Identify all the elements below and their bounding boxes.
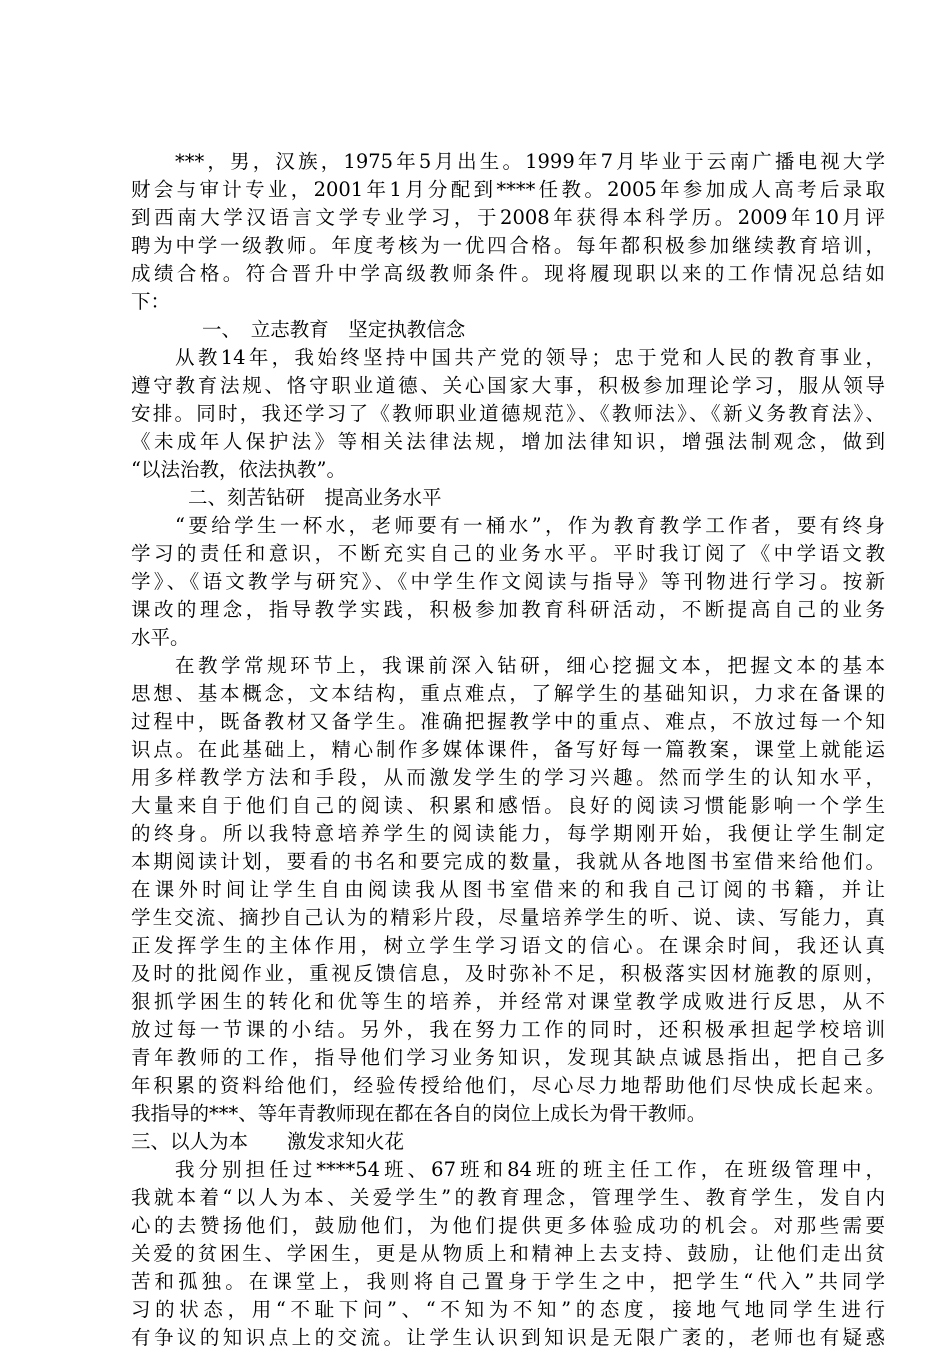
text-line: 学生交流、摘抄自己认为的精彩片段，尽量培养学生的听、说、读、写能力，真 [131, 906, 885, 929]
text-line: 在课外时间让学生自由阅读我从图书室借来的和我自己订阅的书籍，并让 [131, 878, 885, 901]
text-line: 学习的责任和意识，不断充实自己的业务水平。平时我订阅了《中学语文教 [131, 542, 885, 565]
text-line: 《未成年人保护法》等相关法律法规，增加法律知识，增强法制观念，做到 [131, 430, 885, 453]
text-line: 聘为中学一级教师。年度考核为一优四合格。每年都积极参加继续教育培训， [131, 234, 885, 257]
text-line: 关爱的贫困生、学困生，更是从物质上和精神上去支持、鼓励，让他们走出贫 [131, 1242, 885, 1265]
text-line: 正发挥学生的主体作用，树立学生学习语文的信心。在课余时间，我还认真 [131, 934, 885, 957]
text-line: 学》、《语文教学与研究》、《中学生作文阅读与指导》等刊物进行学习。按新 [131, 570, 885, 593]
text-line: 大量来自于他们自己的阅读、积累和感悟。良好的阅读习惯能影响一个学生 [131, 794, 885, 817]
text-line: 的终身。所以我特意培养学生的阅读能力，每学期刚开始，我便让学生制定 [131, 822, 885, 845]
text-line: 课改的理念，指导教学实践，积极参加教育科研活动，不断提高自己的业务 [131, 598, 885, 621]
text-line: 用多样教学方法和手段，从而激发学生的学习兴趣。然而学生的认知水平， [131, 766, 885, 789]
text-line: 年积累的资料给他们，经验传授给他们，尽心尽力地帮助他们尽快成长起来。 [131, 1074, 885, 1097]
section-heading-1: 一、 立志教育 坚定执教信念 [202, 318, 466, 341]
text-line: 识点。在此基础上，精心制作多媒体课件，备写好每一篇教案，课堂上就能运 [131, 738, 885, 761]
text-line: 下： [131, 290, 171, 313]
text-line: 我指导的***、等年青教师现在都在各自的岗位上成长为骨干教师。 [131, 1102, 707, 1125]
text-line: 在教学常规环节上，我课前深入钻研，细心挖掘文本，把握文本的基本 [175, 654, 885, 677]
text-line: 习的状态，用“不耻下问”、“不知为不知”的态度，接地气地同学生进行 [131, 1298, 885, 1321]
text-line: 我分别担任过****54班、67班和84班的班主任工作，在班级管理中， [175, 1158, 885, 1181]
text-line: 苦和孤独。在课堂上，我则将自己置身于学生之中，把学生“代入”共同学 [131, 1270, 885, 1293]
text-line: 及时的批阅作业，重视反馈信息，及时弥补不足，积极落实因材施教的原则， [131, 962, 885, 985]
text-line: “要给学生一杯水，老师要有一桶水”，作为教育教学工作者，要有终身 [175, 514, 885, 537]
text-line: 到西南大学汉语言文学专业学习，于2008年获得本科学历。2009年10月评 [131, 206, 885, 229]
text-line: ***，男，汉族，1975年5月出生。1999年7月毕业于云南广播电视大学 [175, 150, 885, 173]
text-line: 财会与审计专业，2001年1月分配到****任教。2005年参加成人高考后录取 [131, 178, 885, 201]
text-line: 过程中，既备教材又备学生。准确把握教学中的重点、难点，不放过每一个知 [131, 710, 885, 733]
text-line: 水平。 [131, 626, 190, 649]
section-heading-2: 二、刻苦钻研 提高业务水平 [188, 486, 442, 509]
text-line: 思想、基本概念，文本结构，重点难点，了解学生的基础知识，力求在备课的 [131, 682, 885, 705]
text-line: 本期阅读计划，要看的书名和要完成的数量，我就从各地图书室借来给他们。 [131, 850, 885, 873]
text-line: 成绩合格。符合晋升中学高级教师条件。现将履现职以来的工作情况总结如 [131, 262, 885, 285]
section-heading-3: 三、以人为本 激发求知火花 [131, 1130, 405, 1153]
text-line: 心的去赞扬他们，鼓励他们，为他们提供更多体验成功的机会。对那些需要 [131, 1214, 885, 1237]
text-line: 安排。同时，我还学习了《教师职业道德规范》、《教师法》、《新义务教育法》、 [131, 402, 885, 425]
text-line: 有争议的知识点上的交流。让学生认识到知识是无限广袤的，老师也有疑惑 [131, 1326, 885, 1349]
text-line: 从教14年，我始终坚持中国共产党的领导；忠于党和人民的教育事业， [175, 346, 885, 369]
text-line: 放过每一节课的小结。另外，我在努力工作的同时，还积极承担起学校培训 [131, 1018, 885, 1041]
text-line: 狠抓学困生的转化和优等生的培养，并经常对课堂教学成败进行反思，从不 [131, 990, 885, 1013]
text-line: “以法治教，依法执教”。 [131, 458, 346, 481]
text-line: 我就本着“以人为本、关爱学生”的教育理念，管理学生、教育学生，发自内 [131, 1186, 885, 1209]
text-line: 遵守教育法规、恪守职业道德、关心国家大事，积极参加理论学习，服从领导 [131, 374, 885, 397]
text-line: 青年教师的工作，指导他们学习业务知识，发现其缺点诚恳指出，把自己多 [131, 1046, 885, 1069]
